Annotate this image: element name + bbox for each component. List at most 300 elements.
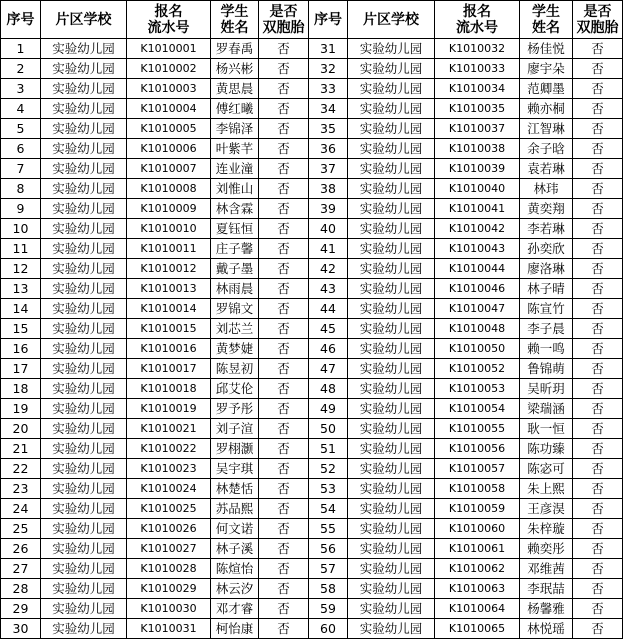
student-name-cell: 黄思晨 bbox=[211, 79, 259, 99]
table-row bbox=[1, 539, 623, 559]
serial-cell-right: K1010038 bbox=[435, 139, 520, 159]
table-row bbox=[1, 519, 623, 539]
student-name-cell-right: 赖一鸣 bbox=[520, 339, 573, 359]
seq-cell: 5 bbox=[1, 119, 41, 139]
student-name-cell: 戴子墨 bbox=[211, 259, 259, 279]
twin-cell: 否 bbox=[259, 519, 309, 539]
twin-cell: 否 bbox=[259, 39, 309, 59]
school-cell-right: 实验幼儿园 bbox=[348, 199, 435, 219]
school-cell: 实验幼儿园 bbox=[41, 279, 127, 299]
student-name-cell: 苏品熙 bbox=[211, 499, 259, 519]
table-row bbox=[1, 419, 623, 439]
serial-cell: K1010006 bbox=[127, 139, 211, 159]
school-cell-right: 实验幼儿园 bbox=[348, 299, 435, 319]
student-name-cell: 夏钰恒 bbox=[211, 219, 259, 239]
student-name-cell: 柯怡康 bbox=[211, 619, 259, 639]
seq-cell: 7 bbox=[1, 159, 41, 179]
serial-cell-right: K1010039 bbox=[435, 159, 520, 179]
header-twin-line1: 是否 bbox=[269, 3, 298, 20]
student-name-cell: 罗予彤 bbox=[211, 399, 259, 419]
seq-cell: 30 bbox=[1, 619, 41, 639]
twin-cell-right: 否 bbox=[573, 439, 623, 459]
student-name-cell: 李锦泽 bbox=[211, 119, 259, 139]
student-name-cell: 庄子馨 bbox=[211, 239, 259, 259]
twin-cell-right: 否 bbox=[573, 119, 623, 139]
student-name-cell-right: 鲁锦萌 bbox=[520, 359, 573, 379]
seq-cell: 3 bbox=[1, 79, 41, 99]
serial-cell: K1010002 bbox=[127, 59, 211, 79]
school-cell: 实验幼儿园 bbox=[41, 199, 127, 219]
student-name-cell-right: 李子晨 bbox=[520, 319, 573, 339]
seq-cell-right: 55 bbox=[309, 519, 348, 539]
serial-cell-right: K1010064 bbox=[435, 599, 520, 619]
serial-cell-right: K1010052 bbox=[435, 359, 520, 379]
seq-cell-right: 49 bbox=[309, 399, 348, 419]
table-row bbox=[1, 359, 623, 379]
student-name-cell: 林子溪 bbox=[211, 539, 259, 559]
serial-cell-right: K1010044 bbox=[435, 259, 520, 279]
twin-cell-right: 否 bbox=[573, 59, 623, 79]
table-row bbox=[1, 139, 623, 159]
table-row bbox=[1, 279, 623, 299]
student-name-cell: 黄梦婕 bbox=[211, 339, 259, 359]
student-name-cell-right: 余子晗 bbox=[520, 139, 573, 159]
seq-cell-right: 41 bbox=[309, 239, 348, 259]
twin-cell: 否 bbox=[259, 619, 309, 639]
school-cell: 实验幼儿园 bbox=[41, 159, 127, 179]
student-name-cell-right: 王彦淏 bbox=[520, 499, 573, 519]
school-cell-right: 实验幼儿园 bbox=[348, 399, 435, 419]
serial-cell-right: K1010061 bbox=[435, 539, 520, 559]
serial-cell-right: K1010032 bbox=[435, 39, 520, 59]
serial-cell-right: K1010043 bbox=[435, 239, 520, 259]
twin-cell: 否 bbox=[259, 439, 309, 459]
serial-cell: K1010016 bbox=[127, 339, 211, 359]
seq-cell-right: 60 bbox=[309, 619, 348, 639]
serial-cell: K1010028 bbox=[127, 559, 211, 579]
school-cell: 实验幼儿园 bbox=[41, 239, 127, 259]
twin-cell: 否 bbox=[259, 259, 309, 279]
serial-cell: K1010022 bbox=[127, 439, 211, 459]
student-name-cell: 何文诺 bbox=[211, 519, 259, 539]
twin-cell: 否 bbox=[259, 579, 309, 599]
student-name-cell-right: 李珉喆 bbox=[520, 579, 573, 599]
serial-cell: K1010029 bbox=[127, 579, 211, 599]
school-cell-right: 实验幼儿园 bbox=[348, 439, 435, 459]
header-serial-line2: 流水号 bbox=[147, 19, 190, 36]
seq-cell-right: 51 bbox=[309, 439, 348, 459]
twin-cell-right: 否 bbox=[573, 259, 623, 279]
table-body bbox=[1, 39, 623, 639]
school-cell: 实验幼儿园 bbox=[41, 339, 127, 359]
seq-cell-right: 39 bbox=[309, 199, 348, 219]
student-name-cell: 叶紫芊 bbox=[211, 139, 259, 159]
student-name-cell: 陈煊怡 bbox=[211, 559, 259, 579]
school-cell-right: 实验幼儿园 bbox=[348, 459, 435, 479]
school-cell: 实验幼儿园 bbox=[41, 459, 127, 479]
student-name-cell: 罗春禹 bbox=[211, 39, 259, 59]
header-row bbox=[1, 1, 623, 39]
twin-cell-right: 否 bbox=[573, 359, 623, 379]
student-name-cell-right: 赖亦桐 bbox=[520, 99, 573, 119]
twin-cell: 否 bbox=[259, 319, 309, 339]
table-row bbox=[1, 619, 623, 639]
school-cell-right: 实验幼儿园 bbox=[348, 419, 435, 439]
twin-cell-right: 否 bbox=[573, 179, 623, 199]
school-cell-right: 实验幼儿园 bbox=[348, 39, 435, 59]
school-cell: 实验幼儿园 bbox=[41, 319, 127, 339]
school-cell: 实验幼儿园 bbox=[41, 299, 127, 319]
serial-cell-right: K1010050 bbox=[435, 339, 520, 359]
school-cell: 实验幼儿园 bbox=[41, 99, 127, 119]
school-cell-right: 实验幼儿园 bbox=[348, 339, 435, 359]
school-cell: 实验幼儿园 bbox=[41, 399, 127, 419]
school-cell-right: 实验幼儿园 bbox=[348, 539, 435, 559]
serial-cell-right: K1010053 bbox=[435, 379, 520, 399]
twin-cell: 否 bbox=[259, 179, 309, 199]
twin-cell: 否 bbox=[259, 199, 309, 219]
serial-cell: K1010025 bbox=[127, 499, 211, 519]
school-cell: 实验幼儿园 bbox=[41, 539, 127, 559]
header-serial-right-line1: 报名 bbox=[463, 3, 491, 20]
header-name bbox=[211, 1, 259, 39]
school-cell-right: 实验幼儿园 bbox=[348, 559, 435, 579]
student-name-cell-right: 孙奕欣 bbox=[520, 239, 573, 259]
seq-cell: 23 bbox=[1, 479, 41, 499]
twin-cell: 否 bbox=[259, 159, 309, 179]
serial-cell-right: K1010037 bbox=[435, 119, 520, 139]
header-twin bbox=[259, 1, 309, 39]
table-row bbox=[1, 459, 623, 479]
twin-cell-right: 否 bbox=[573, 79, 623, 99]
serial-cell-right: K1010060 bbox=[435, 519, 520, 539]
seq-cell: 9 bbox=[1, 199, 41, 219]
twin-cell: 否 bbox=[259, 279, 309, 299]
table-row bbox=[1, 59, 623, 79]
seq-cell-right: 58 bbox=[309, 579, 348, 599]
school-cell-right: 实验幼儿园 bbox=[348, 279, 435, 299]
serial-cell: K1010014 bbox=[127, 299, 211, 319]
seq-cell-right: 52 bbox=[309, 459, 348, 479]
twin-cell-right: 否 bbox=[573, 279, 623, 299]
serial-cell-right: K1010054 bbox=[435, 399, 520, 419]
serial-cell-right: K1010065 bbox=[435, 619, 520, 639]
seq-cell: 13 bbox=[1, 279, 41, 299]
serial-cell-right: K1010041 bbox=[435, 199, 520, 219]
serial-cell-right: K1010058 bbox=[435, 479, 520, 499]
serial-cell: K1010024 bbox=[127, 479, 211, 499]
table-row bbox=[1, 259, 623, 279]
seq-cell: 2 bbox=[1, 59, 41, 79]
seq-cell: 19 bbox=[1, 399, 41, 419]
school-cell-right: 实验幼儿园 bbox=[348, 499, 435, 519]
twin-cell: 否 bbox=[259, 99, 309, 119]
school-cell-right: 实验幼儿园 bbox=[348, 599, 435, 619]
table-row bbox=[1, 339, 623, 359]
student-name-cell-right: 杨佳悦 bbox=[520, 39, 573, 59]
serial-cell-right: K1010055 bbox=[435, 419, 520, 439]
serial-cell-right: K1010046 bbox=[435, 279, 520, 299]
table-row bbox=[1, 379, 623, 399]
serial-cell: K1010009 bbox=[127, 199, 211, 219]
student-name-cell-right: 吴昕玥 bbox=[520, 379, 573, 399]
student-name-cell: 傅红曦 bbox=[211, 99, 259, 119]
table-row bbox=[1, 559, 623, 579]
serial-cell-right: K1010062 bbox=[435, 559, 520, 579]
table-row bbox=[1, 219, 623, 239]
twin-cell-right: 否 bbox=[573, 39, 623, 59]
seq-cell: 4 bbox=[1, 99, 41, 119]
seq-cell: 15 bbox=[1, 319, 41, 339]
school-cell: 实验幼儿园 bbox=[41, 599, 127, 619]
serial-cell: K1010017 bbox=[127, 359, 211, 379]
school-cell: 实验幼儿园 bbox=[41, 59, 127, 79]
student-name-cell: 连业潼 bbox=[211, 159, 259, 179]
twin-cell-right: 否 bbox=[573, 419, 623, 439]
seq-cell: 21 bbox=[1, 439, 41, 459]
seq-cell-right: 40 bbox=[309, 219, 348, 239]
serial-cell: K1010008 bbox=[127, 179, 211, 199]
seq-cell-right: 54 bbox=[309, 499, 348, 519]
twin-cell-right: 否 bbox=[573, 459, 623, 479]
school-cell-right: 实验幼儿园 bbox=[348, 359, 435, 379]
table-row bbox=[1, 479, 623, 499]
header-serial-line1: 报名 bbox=[154, 3, 183, 20]
school-cell-right: 实验幼儿园 bbox=[348, 179, 435, 199]
seq-cell-right: 32 bbox=[309, 59, 348, 79]
header-twin-right-line2: 双胞胎 bbox=[576, 19, 619, 36]
school-cell: 实验幼儿园 bbox=[41, 179, 127, 199]
twin-cell: 否 bbox=[259, 399, 309, 419]
serial-cell: K1010011 bbox=[127, 239, 211, 259]
student-name-cell-right: 陈功臻 bbox=[520, 439, 573, 459]
header-name-right bbox=[520, 1, 573, 39]
serial-cell-right: K1010047 bbox=[435, 299, 520, 319]
student-name-cell: 林雨晨 bbox=[211, 279, 259, 299]
school-cell-right: 实验幼儿园 bbox=[348, 59, 435, 79]
student-name-cell-right: 耿一恒 bbox=[520, 419, 573, 439]
school-cell-right: 实验幼儿园 bbox=[348, 139, 435, 159]
table-row bbox=[1, 399, 623, 419]
school-cell: 实验幼儿园 bbox=[41, 39, 127, 59]
serial-cell-right: K1010035 bbox=[435, 99, 520, 119]
seq-cell-right: 33 bbox=[309, 79, 348, 99]
twin-cell-right: 否 bbox=[573, 519, 623, 539]
table-row bbox=[1, 579, 623, 599]
school-cell-right: 实验幼儿园 bbox=[348, 319, 435, 339]
student-name-cell-right: 朱上熙 bbox=[520, 479, 573, 499]
student-name-cell-right: 朱梓璇 bbox=[520, 519, 573, 539]
student-name-cell-right: 杨馨雅 bbox=[520, 599, 573, 619]
school-cell: 实验幼儿园 bbox=[41, 259, 127, 279]
twin-cell-right: 否 bbox=[573, 199, 623, 219]
twin-cell: 否 bbox=[259, 219, 309, 239]
school-cell-right: 实验幼儿园 bbox=[348, 479, 435, 499]
serial-cell-right: K1010040 bbox=[435, 179, 520, 199]
school-cell: 实验幼儿园 bbox=[41, 359, 127, 379]
twin-cell-right: 否 bbox=[573, 619, 623, 639]
school-cell-right: 实验幼儿园 bbox=[348, 239, 435, 259]
table-row bbox=[1, 159, 623, 179]
header-twin-line2: 双胞胎 bbox=[262, 19, 305, 36]
student-name-cell-right: 袁若琳 bbox=[520, 159, 573, 179]
twin-cell: 否 bbox=[259, 239, 309, 259]
seq-cell-right: 50 bbox=[309, 419, 348, 439]
twin-cell-right: 否 bbox=[573, 339, 623, 359]
header-serial bbox=[127, 1, 211, 39]
seq-cell: 1 bbox=[1, 39, 41, 59]
seq-cell-right: 38 bbox=[309, 179, 348, 199]
student-name-cell: 邱艾伦 bbox=[211, 379, 259, 399]
seq-cell: 8 bbox=[1, 179, 41, 199]
seq-cell-right: 59 bbox=[309, 599, 348, 619]
twin-cell-right: 否 bbox=[573, 559, 623, 579]
seq-cell-right: 53 bbox=[309, 479, 348, 499]
twin-cell: 否 bbox=[259, 599, 309, 619]
table-row bbox=[1, 319, 623, 339]
serial-cell: K1010023 bbox=[127, 459, 211, 479]
twin-cell-right: 否 bbox=[573, 239, 623, 259]
seq-cell: 14 bbox=[1, 299, 41, 319]
twin-cell-right: 否 bbox=[573, 479, 623, 499]
school-cell-right: 实验幼儿园 bbox=[348, 619, 435, 639]
serial-cell-right: K1010034 bbox=[435, 79, 520, 99]
header-school-right: 片区学校 bbox=[348, 1, 435, 39]
student-name-cell: 罗锦文 bbox=[211, 299, 259, 319]
header-seq: 序号 bbox=[1, 1, 41, 39]
seq-cell-right: 36 bbox=[309, 139, 348, 159]
header-name-right-line1: 学生 bbox=[532, 3, 560, 20]
twin-cell-right: 否 bbox=[573, 579, 623, 599]
twin-cell: 否 bbox=[259, 559, 309, 579]
serial-cell-right: K1010059 bbox=[435, 499, 520, 519]
twin-cell: 否 bbox=[259, 299, 309, 319]
seq-cell: 24 bbox=[1, 499, 41, 519]
seq-cell: 10 bbox=[1, 219, 41, 239]
twin-cell-right: 否 bbox=[573, 399, 623, 419]
seq-cell-right: 34 bbox=[309, 99, 348, 119]
school-cell: 实验幼儿园 bbox=[41, 619, 127, 639]
school-cell-right: 实验幼儿园 bbox=[348, 379, 435, 399]
seq-cell: 28 bbox=[1, 579, 41, 599]
student-name-cell: 刘惟山 bbox=[211, 179, 259, 199]
seq-cell: 22 bbox=[1, 459, 41, 479]
student-name-cell: 邓才睿 bbox=[211, 599, 259, 619]
school-cell-right: 实验幼儿园 bbox=[348, 99, 435, 119]
seq-cell: 20 bbox=[1, 419, 41, 439]
school-cell-right: 实验幼儿园 bbox=[348, 219, 435, 239]
twin-cell: 否 bbox=[259, 459, 309, 479]
school-cell-right: 实验幼儿园 bbox=[348, 119, 435, 139]
header-name-line1: 学生 bbox=[220, 3, 249, 20]
serial-cell: K1010021 bbox=[127, 419, 211, 439]
serial-cell: K1010030 bbox=[127, 599, 211, 619]
serial-cell: K1010015 bbox=[127, 319, 211, 339]
school-cell: 实验幼儿园 bbox=[41, 79, 127, 99]
serial-cell-right: K1010057 bbox=[435, 459, 520, 479]
student-name-cell-right: 廖宇朵 bbox=[520, 59, 573, 79]
seq-cell-right: 46 bbox=[309, 339, 348, 359]
seq-cell-right: 44 bbox=[309, 299, 348, 319]
twin-cell: 否 bbox=[259, 139, 309, 159]
serial-cell: K1010005 bbox=[127, 119, 211, 139]
seq-cell-right: 45 bbox=[309, 319, 348, 339]
school-cell: 实验幼儿园 bbox=[41, 499, 127, 519]
student-name-cell-right: 廖洛琳 bbox=[520, 259, 573, 279]
twin-cell: 否 bbox=[259, 59, 309, 79]
twin-cell-right: 否 bbox=[573, 299, 623, 319]
serial-cell-right: K1010033 bbox=[435, 59, 520, 79]
student-name-cell: 杨兴彬 bbox=[211, 59, 259, 79]
student-name-cell-right: 陈宣竹 bbox=[520, 299, 573, 319]
school-cell-right: 实验幼儿园 bbox=[348, 579, 435, 599]
seq-cell-right: 35 bbox=[309, 119, 348, 139]
twin-cell: 否 bbox=[259, 499, 309, 519]
student-name-cell: 刘子渲 bbox=[211, 419, 259, 439]
table-row bbox=[1, 179, 623, 199]
school-cell: 实验幼儿园 bbox=[41, 419, 127, 439]
student-name-cell-right: 林子晴 bbox=[520, 279, 573, 299]
student-name-cell-right: 李若琳 bbox=[520, 219, 573, 239]
serial-cell: K1010013 bbox=[127, 279, 211, 299]
table-row bbox=[1, 99, 623, 119]
seq-cell: 17 bbox=[1, 359, 41, 379]
school-cell: 实验幼儿园 bbox=[41, 579, 127, 599]
student-name-cell: 林楚恬 bbox=[211, 479, 259, 499]
seq-cell-right: 57 bbox=[309, 559, 348, 579]
serial-cell: K1010003 bbox=[127, 79, 211, 99]
header-serial-right-line2: 流水号 bbox=[456, 19, 498, 36]
seq-cell: 27 bbox=[1, 559, 41, 579]
header-twin-right bbox=[573, 1, 623, 39]
twin-cell: 否 bbox=[259, 479, 309, 499]
school-cell-right: 实验幼儿园 bbox=[348, 259, 435, 279]
student-name-cell-right: 陈宓可 bbox=[520, 459, 573, 479]
twin-cell-right: 否 bbox=[573, 599, 623, 619]
twin-cell-right: 否 bbox=[573, 319, 623, 339]
school-cell: 实验幼儿园 bbox=[41, 439, 127, 459]
twin-cell: 否 bbox=[259, 79, 309, 99]
twin-cell-right: 否 bbox=[573, 379, 623, 399]
header-school: 片区学校 bbox=[41, 1, 127, 39]
seq-cell-right: 43 bbox=[309, 279, 348, 299]
table-row bbox=[1, 199, 623, 219]
table-row bbox=[1, 599, 623, 619]
seq-cell: 29 bbox=[1, 599, 41, 619]
seq-cell: 12 bbox=[1, 259, 41, 279]
twin-cell: 否 bbox=[259, 359, 309, 379]
student-name-cell-right: 赖奕彤 bbox=[520, 539, 573, 559]
table-row bbox=[1, 119, 623, 139]
seq-cell-right: 48 bbox=[309, 379, 348, 399]
twin-cell-right: 否 bbox=[573, 499, 623, 519]
serial-cell-right: K1010042 bbox=[435, 219, 520, 239]
serial-cell-right: K1010056 bbox=[435, 439, 520, 459]
school-cell-right: 实验幼儿园 bbox=[348, 79, 435, 99]
school-cell: 实验幼儿园 bbox=[41, 559, 127, 579]
student-name-cell: 刘芯兰 bbox=[211, 319, 259, 339]
student-name-cell: 吴宇琪 bbox=[211, 459, 259, 479]
school-cell: 实验幼儿园 bbox=[41, 139, 127, 159]
school-cell: 实验幼儿园 bbox=[41, 219, 127, 239]
student-name-cell: 林云汐 bbox=[211, 579, 259, 599]
table-row bbox=[1, 239, 623, 259]
serial-cell: K1010004 bbox=[127, 99, 211, 119]
seq-cell-right: 37 bbox=[309, 159, 348, 179]
header-name-line2: 姓名 bbox=[220, 19, 249, 36]
student-name-cell-right: 梁瑞涵 bbox=[520, 399, 573, 419]
table-row bbox=[1, 39, 623, 59]
